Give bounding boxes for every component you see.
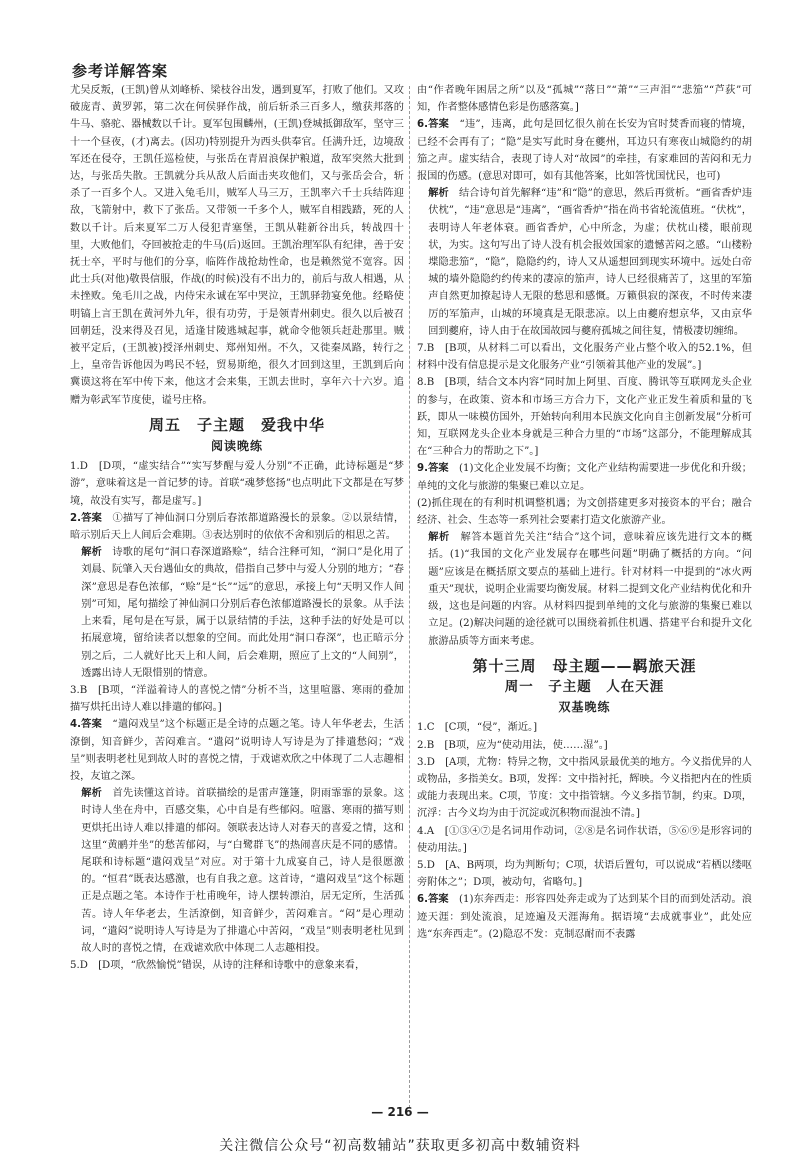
exercise-answer-5: 5.D [A、B两项，均为判断句；C项，状语后置句，可以说成“若栖以缕呕旁附体之”；D项，被动句，省略句。] — [417, 859, 752, 889]
analysis-4 — [70, 785, 404, 957]
left-column — [70, 82, 404, 974]
answer-8: 8.B [B项，结合文本内容“同时加上阿里、百度、腾讯等互联网龙头企业的参与，在政策、资本和市场三方合力下，文化产业正发生着质和量的飞跃，即从一味模仿国外，开始转向利用本民族文化向自主创新发展”分析可知，互联网龙头企业本身就是三种合力里的“市场”这部分，不能理解成其在“三种合力的帮助之下”。] — [417, 377, 752, 458]
analysis-label: 解析 — [81, 788, 103, 800]
analysis-text: 首先读懂这首诗。首联描绘的是雷声篷篷，阴雨霏霏的景象。这时诗人坐在舟中，百感交集，心中自是有些郁闷。喧嚣、寒雨的描写则更烘托出诗人难以排遣的郁闷。领联表达诗人对春天的喜爱之情，这和这里“黄鹂并坐”的愁苦郁闷，与“白鹭群飞”的热闹喜庆是不同的感情。尾联和诗标题“遣闷戏呈”对应。对于第十九成宴自己，诗人是很愿激的。“恒君”既表达感激，也有自我之意。这首诗，“遣闷戏呈”这个标题正是点题之笔。本诗作于杜甫晚年，诗人摆转漂泊，居无定所，生活孤苦。诗人年华老去，生活潦倒，知音鲜少，苦闷难言。“闷”是心理动词，“遣闷”说明诗人写诗是为了排遣心中苦闷，“戏呈”则表明老杜见到故人时的喜悦之情，在戏谑欢欣中体现二人志趣相投。 — [81, 788, 405, 954]
subsection-title-basic: 双基晚练 — [558, 700, 611, 715]
answer-6 — [417, 116, 752, 185]
exercise-answer-1: 1.C [C项，“侵”，渐近。] — [417, 722, 538, 734]
answer-1: 1.D [D项，“虚实结合”“实写梦醒与爱人分别”不正确，此诗标题是“梦游”，意味着这是一首记梦的诗。首联“魂梦悠扬”也点明此下文都是在写梦境，故没有实写，都是虚写。] — [70, 461, 404, 507]
analysis-2 — [70, 544, 404, 682]
translation-paragraph: 尤吴反叛，(王凯)曾从刘峰桥、梁枝谷出发，遇到夏军，打败了他们。又攻破庞青、黄罗郭，第二次在何侯驿作战，前后斩杀三百多人，缴获邦落的牛马、骆驼、器械数以千计。夏军包围麟州，(王凯)登城抵御敌军，坚守三十一个昼夜，(才)离去。(因功)特别提升为西头供奉官。任满升迁，边境敌军还在侵夺，王凯任巡检使，与张岳在青眉浪保护粮道，敌军突然大批到达，与张岳失散。王凯就分兵从敌人后面击夹攻他们，又与张岳会合，斩杀了一百多个人。又进入兔毛川，贼军人马三万，王凯率六千士兵结阵迎敌，飞箭射中，救下了张岳。又带领一千多个人，贼军自相践踏，死的人数以千计。后来夏军二万人侵犯青塞堡，王凯从鞋新谷出兵，转战四十里，大败他们，夺回被抢走的牛马(后)返回。王凯治理军队有纪律，善于安抚士卒，平时与他们的分享，临阵作战抢劫性命，也是赖然觉不宽容。因此士兵(对他)敬畏信服，作战(的时候)没有不出力的，前后与敌人相遇，从未挫败。兔毛川之战，内侍宋永诚在军中哭泣，王凯驿勃宴免他。经略使明镐上言王凯在黄河外九年，很有功劳，于是领青州刺史。很久以后被召回朝廷，没来得及召见，适逢甘陵逃城起事，就命令他领兵赶赴那里。贼被平定后，(王凯被)授泽州刺史、郑州知州。不久，又徙秦凤路，转行之上，皇帝告诉他因为鸣民不轻，贸易斯绝，很久才回到这里，王凯到后向冀谟这将在军中传下来，他这才会来集，王凯去世时，享年六十六岁。追赠为彰武军节度使，谥号庄格。 — [70, 85, 404, 406]
analysis-6 — [417, 185, 752, 340]
answer-text: ①描写了神仙洞口分别后春浓都道路漫长的景象。②以景结情，暗示别后天上人间后会难期。③表达别时的依依不舍和别后的相思之苦。 — [70, 512, 405, 542]
answer-9-part2: (2)抓住现在的有利时机调整机遇；为文创搭建更多对接资本的平台；融合经济、社会、生态等一系列社会要素打造文化旅游产业。 — [417, 497, 752, 527]
analysis-label: 解析 — [428, 532, 450, 544]
answer-4 — [70, 716, 404, 785]
answer-text: “遣闷戏呈”这个标题正是全诗的点题之笔。诗人年华老去，生活潦倒，知音鲜少，苦闷难言。“遣闷”说明诗人写诗是为了排遣愁闷；“戏呈”则表明老杜见到故人时的喜悦之情，于戏谑欢欣之中体现了二人志趣相投，友谊之深。 — [70, 719, 404, 782]
page-number: — 216 — — [371, 1105, 429, 1119]
analysis-label: 解析 — [81, 547, 102, 559]
answer-label: 6.答案 — [417, 894, 449, 906]
answer-text: “违”，违离，此句是回忆很久前在长安为官时焚香而寝的情境，已经不会再有了；“隐”是实写此时身在夔州，耳边只有寒夜山城隐约的胡笳之声。虚实结合，表现了诗人对“故园”的牵挂，有家难回的苦闷和无力报国的伤感。(意思对即可，如有其他答案，比如答忧国忧民，也可) — [417, 119, 752, 183]
answer-2 — [70, 510, 404, 544]
exercise-answer-3: 3.D [A项，尤物：特异之物，文中指风景最优美的地方。今义指优异的人或物品，多指美女。B项，发挥：文中指衬托，辉映。今义指把内在的性质或能力表现出来。C项，节度：文中指管辖。今义多指节制，约束。D项，沉浮：古今义均为由于沉淀或沉积物而混浊不清。] — [417, 756, 752, 820]
answer-7: 7.B [B项，从材料二可以看出，文化服务产业占整个收入的52.1%，但材料中没有信息提示是文化服务产业“引领着其他产业的发展”。] — [417, 343, 752, 372]
analysis-text: 解答本题首先关注“结合”这个词，意味着应该先进行文本的概括。(1)“我国的文化产业发展存在哪些问题”明确了概括的方向。“问题”应该是在概括原文要点的基础上进行。针对材料一中提到的“冰火两重天”现状，说明企业需要均衡发展。材料二提到文化产业结构优化和升级，这也是问题的内容。从材料四提到单纯的文化与旅游的集聚已难以立足。(2)解决问题的途径就可以围绕着抓住机遇、搭建平台和提升文化旅游品质等方面来考虑。 — [428, 532, 753, 647]
answer-label: 2.答案 — [70, 512, 103, 524]
exercise-answer-6 — [417, 891, 752, 943]
analysis-9 — [417, 529, 752, 649]
answer-9 — [417, 460, 752, 494]
page-header: 参考详解答案 — [72, 62, 169, 80]
column-divider — [409, 86, 410, 1108]
answer-5-continued: 由“作者晚年困居之所”以及“孤城”“落日”“萧”“三声泪”“悲笳”“芦荻”可知，作者整体感情色彩是伤感落寞。] — [417, 85, 752, 114]
analysis-text: 结合诗句首先解释“违”和“隐”的意思，然后再赏析。“画省香炉违伏枕”，“违”意思是“违离”，“画省香炉”指在尚书省轮流值班。“伏枕”，表明诗人年老体衰。画省香炉，心中所念，为虚；伏枕山楼，眼前现状，为实。这句写出了诗人没有机会报效国家的遗憾苦闷之感。“山楼粉堞隐悲笳”，“隐”，隐隐约约，诗人又从遥想回到现实环境中。远处白帝城的墙外隐隐约约传来的凄凉的笳声，诗人已经很痛苦了，这里的军笳声自然更加撩起诗人无限的愁思和感慨。万籁俱寂的深夜，不时传来凄厉的军笳声，山城的环境真是无限悲凉。以上由夔府想京华，又由京华回到夔府，诗人由于在故国故园与夔府孤城之间往复，情极凄切缠绵。 — [428, 188, 753, 337]
analysis-label: 解析 — [428, 188, 449, 200]
answer-label: 6.答案 — [417, 119, 450, 131]
analysis-text: 诗歌的尾句“洞口春深道路赊”，结合注释可知，“洞口”是化用了刘晨、阮肇入天台遇仙女的典故，借指自己梦中与爱人分别的地方；“春深”意思是春色浓郁，“赊”是“长”“远”的意思，承接上句“天明又作人间别”可知，尾句描绘了神仙洞口分别后春色浓郁道路漫长的景象。从手法上来看，尾句是在写景，属于以景结情的手法，这种手法的好处是可以拓展意境，留给读者以想象的空间。而此处用“洞口春深”，也正暗示分别之后，二人就好比天上和人间，后会难期，照应了上文的“人间别”，透露出诗人无限惜别的情意。 — [81, 547, 404, 679]
subsection-title-reading: 阅读晚练 — [210, 439, 263, 454]
exercise-answer-2: 2.B [B项，应为“使动用法，使……湿”。] — [417, 739, 608, 751]
footer-note: 关注微信公众号“初高数辅站”获取更多初高中数辅资料 — [219, 1138, 581, 1154]
answer-label: 9.答案 — [417, 463, 449, 475]
exercise-answer-4: 4.A [①③④⑦是名词用作动词，②⑧是名词作状语，⑤⑥⑨是形容词的使动用法。] — [417, 825, 752, 854]
section-title-week13: 第十三周 母主题——羁旅天涯 — [472, 656, 697, 675]
answer-5: 5.D [D项，“欣然愉悦”错误，从诗的注释和诗歌中的意象来看， — [70, 960, 366, 972]
right-column — [417, 82, 752, 943]
subsection-title-monday: 周一 子主题 人在天涯 — [504, 678, 665, 695]
answer-label: 4.答案 — [70, 719, 102, 731]
answer-text: (1)文化企业发展不均衡；文化产业结构需要进一步优化和升级；单纯的文化与旅游的集聚已难以立足。 — [417, 463, 752, 492]
answer-text: (1)东奔西走：形容四处奔走或为了达到某个目的而到处活动。浪迹天涯：到处流浪，足迹遍及天涯海角。据语境“去成就事业”，此处应选“东奔西走”。(2)隐忍不发：克制忍耐而不表露 — [417, 894, 752, 940]
answer-3: 3.B [B项，“洋溢着诗人的喜悦之情”分析不当，这里喧嚣、寒雨的叠加描写烘托出诗人难以排遣的郁闷。] — [70, 684, 404, 714]
section-title-week5: 周五 子主题 爱我中华 — [148, 415, 325, 434]
